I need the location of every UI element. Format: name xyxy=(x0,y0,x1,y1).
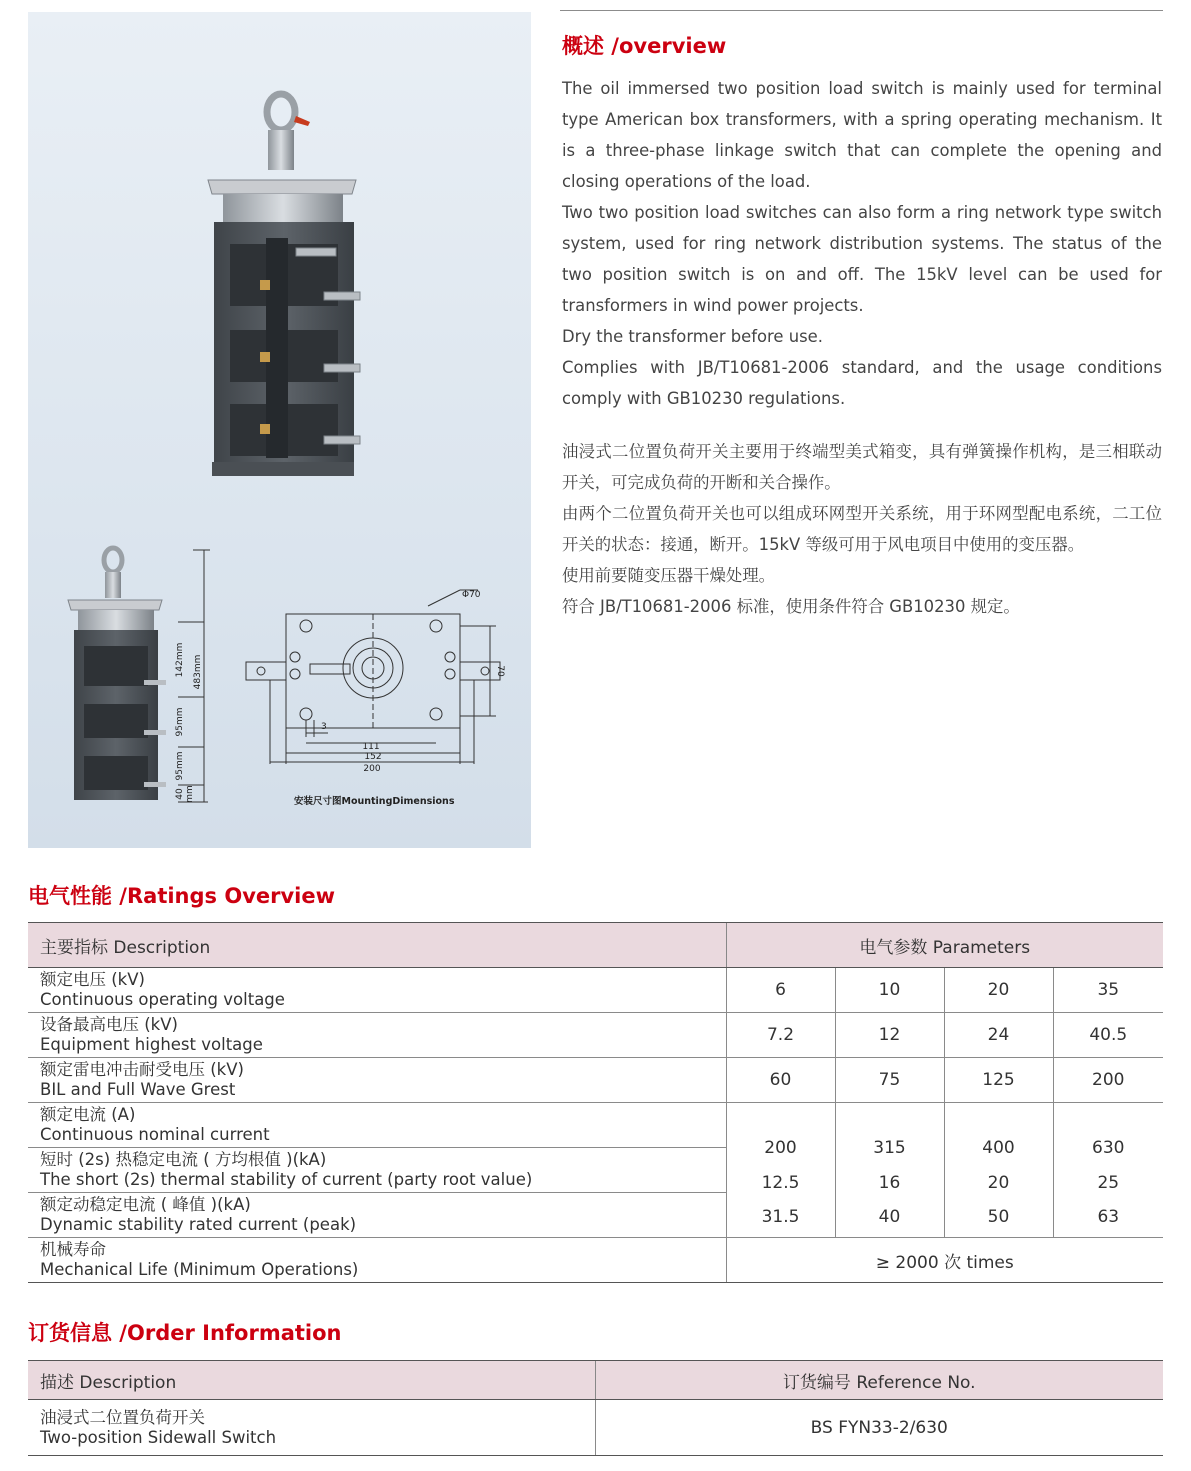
value-cell: 24 xyxy=(944,1013,1053,1058)
order-header-description: 描述 Description xyxy=(28,1361,595,1400)
top-divider xyxy=(560,10,1163,11)
row-description: 额定动稳定电流 ( 峰值 )(kA) Dynamic stability rated current (peak) xyxy=(28,1193,726,1238)
ratings-header-row xyxy=(28,923,1163,968)
value-cell: 7.2 xyxy=(726,1013,835,1058)
mechanical-life-value: ≥ 2000 次 times xyxy=(726,1238,1163,1283)
dim-40-unit: mm xyxy=(185,785,195,803)
dim-40: 40 xyxy=(175,788,185,800)
mounting-plan-drawing xyxy=(246,590,500,764)
value-cell: 35 xyxy=(1053,968,1163,1013)
dim-152: 152 xyxy=(364,752,382,762)
large-product-photo xyxy=(208,94,360,476)
row-description: 额定雷电冲击耐受电压 (kV) BIL and Full Wave Grest xyxy=(28,1058,726,1103)
value-cell: 20 xyxy=(944,968,1053,1013)
order-table xyxy=(28,1360,1163,1456)
ratings-table xyxy=(28,922,1163,1283)
value-cell: 25 xyxy=(1097,1172,1120,1193)
overview-paragraph-en: Two two position load switches can also form a ring network type switch system, used for ring network distribution systems. The status of the two position switch is on and off. The 15kV level can be used for transformers in wind power projects. xyxy=(562,203,1162,315)
dim-95-b: 95mm xyxy=(175,751,185,781)
value-cell: 6 xyxy=(726,968,835,1013)
value-cell: 400 xyxy=(982,1138,1015,1158)
row-description: 油浸式二位置负荷开关 Two-position Sidewall Switch xyxy=(28,1400,595,1456)
product-image-panel xyxy=(28,12,531,848)
overview-paragraph-cn: 使用前要随变压器干燥处理。 xyxy=(562,566,776,585)
ratings-header-parameters: 电气参数 Parameters xyxy=(726,923,1163,968)
table-row xyxy=(28,1013,1163,1058)
dim-111: 111 xyxy=(362,742,380,752)
dim-200: 200 xyxy=(363,764,381,774)
product-illustration xyxy=(28,12,531,848)
dim-phi70: Φ70 xyxy=(462,590,481,600)
row-description: 机械寿命 Mechanical Life (Minimum Operations) xyxy=(28,1238,726,1283)
value-cell: 200 xyxy=(764,1138,797,1158)
value-cell: 125 xyxy=(944,1058,1053,1103)
row-description: 额定电流 (A) Continuous nominal current xyxy=(28,1103,726,1148)
paragraph-gap xyxy=(562,414,1162,436)
value-cell: 16 xyxy=(878,1172,901,1193)
table-row xyxy=(28,1400,1163,1456)
value-cell: 50 xyxy=(987,1207,1010,1227)
value-cell-group xyxy=(944,1103,1053,1238)
table-row xyxy=(28,968,1163,1013)
order-title: 订货信息 /Order Information xyxy=(28,1321,342,1345)
overview-paragraph-cn: 油浸式二位置负荷开关主要用于终端型美式箱变，具有弹簧操作机构，是三相联动开关，可完成负荷的开断和关合操作。 xyxy=(562,442,1162,492)
overview-paragraph-en: Complies with JB/T10681-2006 standard, and the usage conditions comply with GB10230 regulations. xyxy=(562,358,1162,408)
order-header-reference: 订货编号 Reference No. xyxy=(595,1361,1163,1400)
table-row xyxy=(28,1103,1163,1148)
value-cell-group xyxy=(726,1103,835,1238)
small-product-photo xyxy=(68,548,210,803)
row-description: 设备最高电压 (kV) Equipment highest voltage xyxy=(28,1013,726,1058)
overview-paragraph-en: The oil immersed two position load switch is mainly used for terminal type American box transformers, with a spring operating mechanism. It is a three-phase linkage switch that can complete the opening and closing operations of the load. xyxy=(562,79,1162,191)
value-cell: 630 xyxy=(1092,1138,1125,1158)
value-cell: 40.5 xyxy=(1053,1013,1163,1058)
overview-body xyxy=(562,73,1162,622)
ratings-title: 电气性能 /Ratings Overview xyxy=(28,884,336,908)
dim-142: 142mm xyxy=(175,642,185,678)
value-cell: 20 xyxy=(987,1172,1010,1193)
dim-483: 483mm xyxy=(193,654,203,690)
dim-95-a: 95mm xyxy=(175,707,185,737)
order-header-row xyxy=(28,1361,1163,1400)
mounting-dimensions-caption: 安装尺寸图MountingDimensions xyxy=(294,796,455,807)
value-cell-group xyxy=(835,1103,944,1238)
table-row xyxy=(28,1238,1163,1283)
dim-3: 3 xyxy=(321,722,327,732)
value-cell: 40 xyxy=(878,1207,901,1227)
value-cell: 10 xyxy=(835,968,944,1013)
value-cell: 12 xyxy=(835,1013,944,1058)
table-row xyxy=(28,1058,1163,1103)
overview-paragraph-cn: 符合 JB/T10681-2006 标准，使用条件符合 GB10230 规定。 xyxy=(562,597,1020,616)
value-cell: 63 xyxy=(1097,1207,1120,1227)
overview-paragraph-cn: 由两个二位置负荷开关也可以组成环网型开关系统，用于环网型配电系统，二工位开关的状态：接通，断开。15kV 等级可用于风电项目中使用的变压器。 xyxy=(562,504,1162,554)
overview-paragraph-en: Dry the transformer before use. xyxy=(562,327,823,346)
reference-number: BS FYN33-2/630 xyxy=(595,1400,1163,1456)
value-cell: 315 xyxy=(873,1138,906,1158)
overview-title: 概述 /overview xyxy=(562,34,727,58)
row-description: 额定电压 (kV) Continuous operating voltage xyxy=(28,968,726,1013)
row-description: 短时 (2s) 热稳定电流 ( 方均根值 )(kA) The short (2s) thermal stability of current (party root value) xyxy=(28,1148,726,1193)
value-cell: 75 xyxy=(835,1058,944,1103)
value-cell: 200 xyxy=(1053,1058,1163,1103)
dim-70: 70 xyxy=(495,665,505,677)
value-cell: 31.5 xyxy=(761,1207,800,1227)
value-cell-group xyxy=(1053,1103,1163,1238)
value-cell: 60 xyxy=(726,1058,835,1103)
value-cell: 12.5 xyxy=(761,1172,800,1193)
ratings-header-description: 主要指标 Description xyxy=(28,923,726,968)
